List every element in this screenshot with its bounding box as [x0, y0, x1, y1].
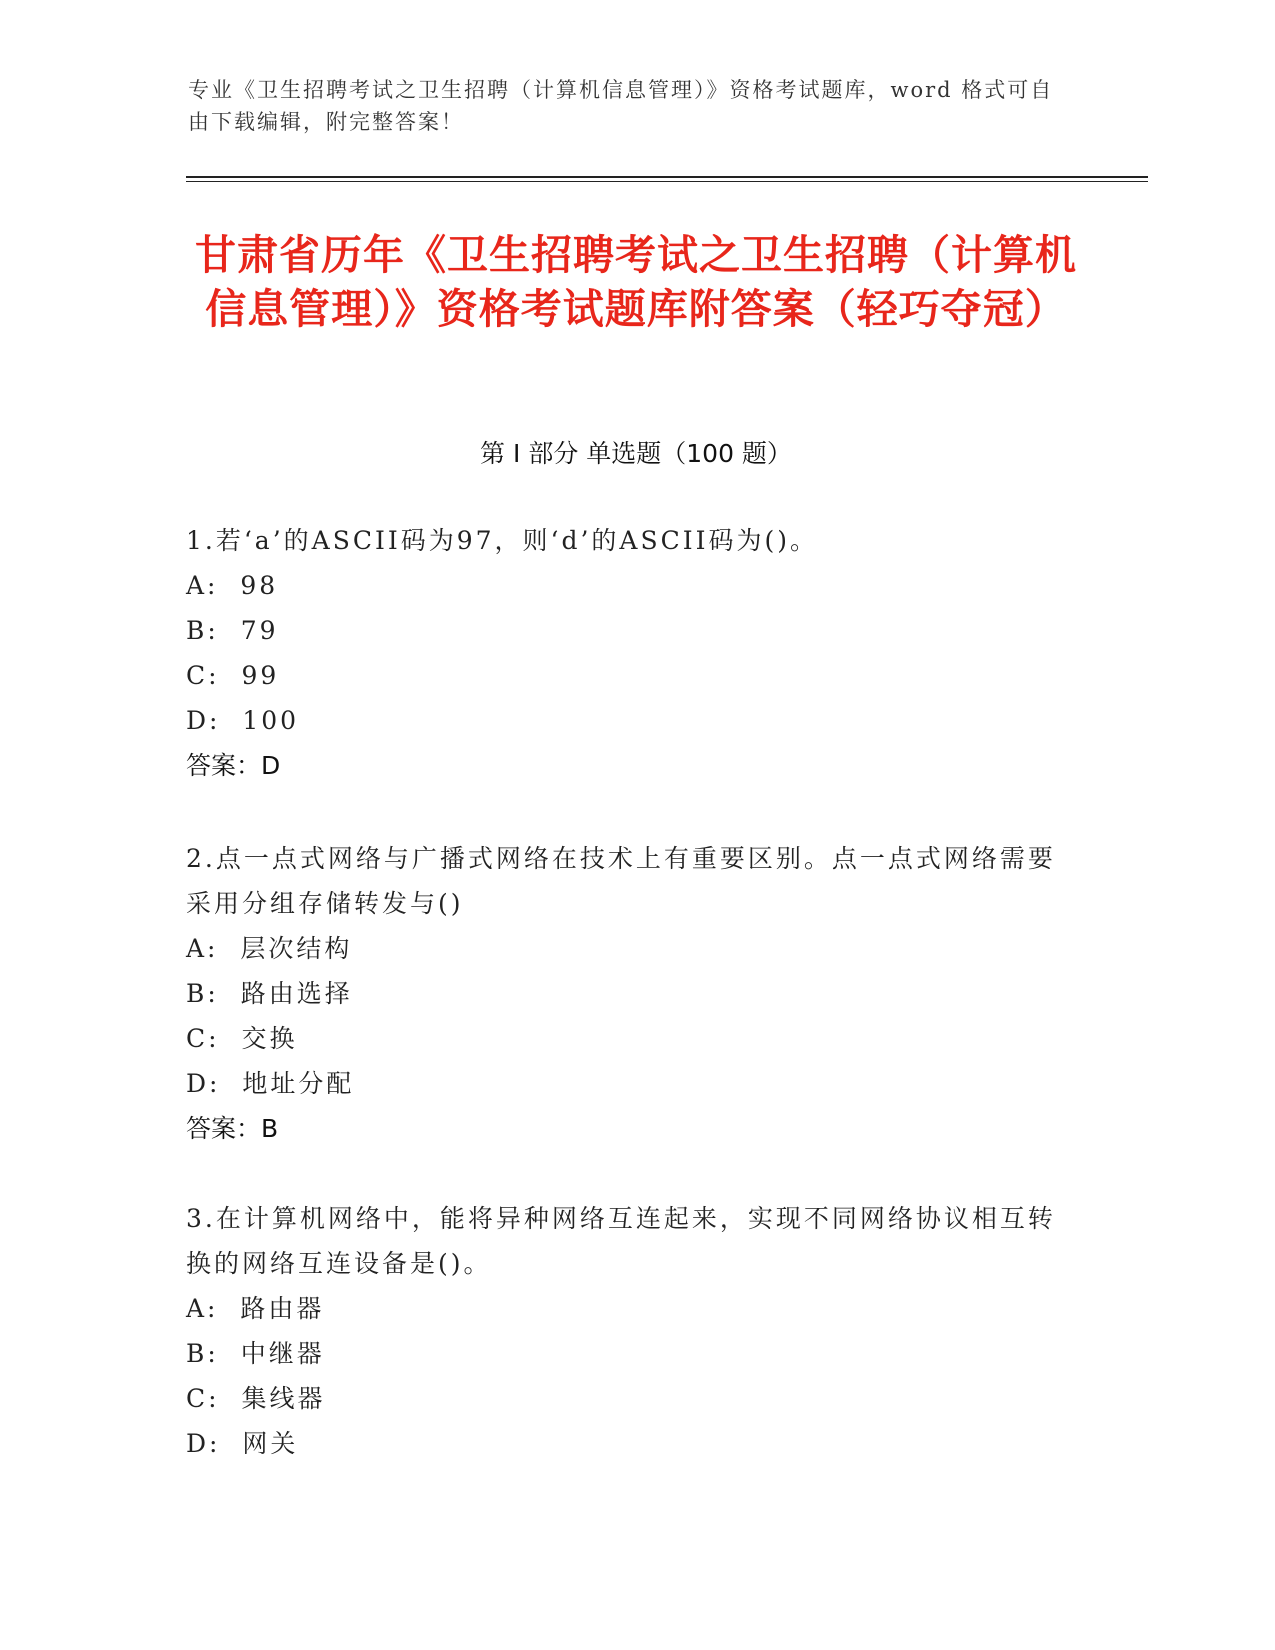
- header-rule-thin: [186, 181, 1148, 182]
- option-d: D: 网关: [186, 1429, 299, 1458]
- header-note: 专业《卫生招聘考试之卫生招聘（计算机信息管理）》资格考试题库，word 格式可自由下载编辑，附完整答案！: [188, 78, 1054, 134]
- question-2: [186, 836, 1066, 1151]
- question-stem: 3.在计算机网络中，能将异种网络互连起来，实现不同网络协议相互转换的网络互连设备是()。: [186, 1204, 1056, 1278]
- section-title: 第 I 部分 单选题（100 题）: [480, 439, 792, 468]
- option-a: A: 98: [186, 571, 279, 600]
- question-stem: 2.点一点式网络与广播式网络在技术上有重要区别。点一点式网络需要采用分组存储转发与(): [186, 844, 1056, 918]
- option-b: B: 79: [186, 616, 279, 645]
- document-title: 甘肃省历年《卫生招聘考试之卫生招聘（计算机信息管理）》资格考试题库附答案（轻巧夺冠）: [195, 231, 1077, 333]
- header-rule-thick: [186, 176, 1148, 178]
- option-c: C: 99: [186, 661, 280, 690]
- option-c: C: 交换: [186, 1024, 298, 1053]
- option-b: B: 中继器: [186, 1339, 325, 1368]
- option-c: C: 集线器: [186, 1384, 326, 1413]
- question-1: [186, 518, 1066, 788]
- question-stem: 1.若‘a’的ASCII码为97，则‘d’的ASCII码为()。: [186, 526, 818, 555]
- option-a: A: 层次结构: [186, 934, 353, 963]
- answer: 答案：D: [186, 751, 281, 780]
- answer: 答案：B: [186, 1114, 279, 1143]
- option-d: D: 100: [186, 706, 300, 735]
- question-3: [186, 1196, 1066, 1466]
- option-a: A: 路由器: [186, 1294, 325, 1323]
- option-b: B: 路由选择: [186, 979, 353, 1008]
- option-d: D: 地址分配: [186, 1069, 355, 1098]
